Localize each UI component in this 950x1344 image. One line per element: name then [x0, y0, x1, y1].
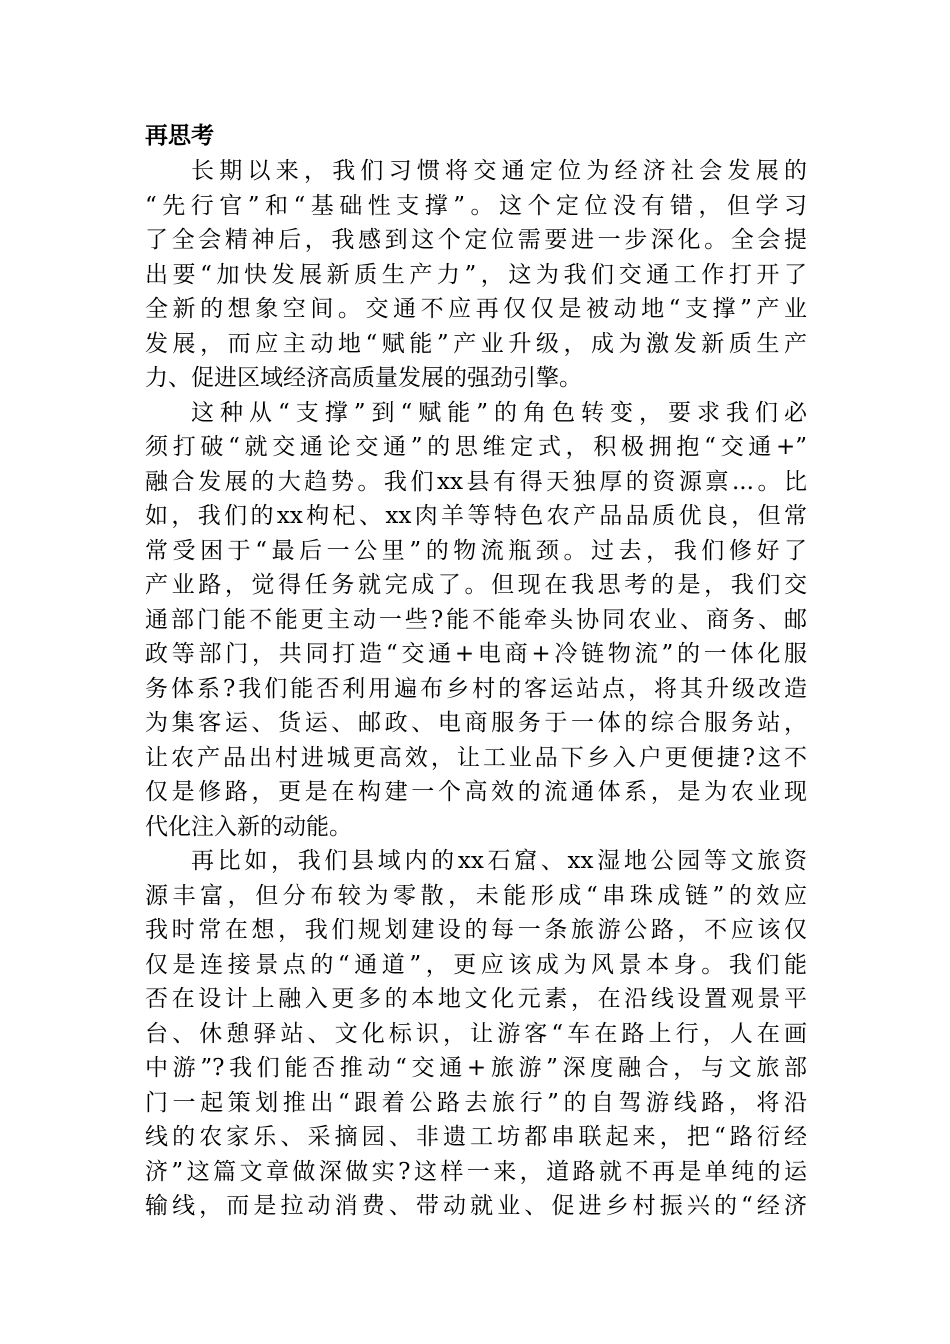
paragraph-line: 政等部门，共同打造“交通+电商+冷链物流”的一体化服: [145, 641, 807, 667]
paragraph-line: 仅是连接景点的“通道”，更应该成为风景本身。我们能: [145, 951, 807, 978]
paragraph-line: 再比如，我们县域内的xx石窟、xx湿地公园等文旅资: [191, 848, 807, 874]
paragraph-line: 让农产品出村进城更高效，让工业品下乡入户更便捷?这不: [145, 744, 807, 771]
paragraph-line: 为集客运、货运、邮政、电商服务于一体的综合服务站，: [145, 710, 807, 736]
paragraph-line: 中游”?我们能否推动“交通+旅游”深度融合，与文旅部: [145, 1055, 807, 1081]
paragraph-line: 济”这篇文章做深做实?这样一来，道路就不再是单纯的运: [145, 1158, 807, 1185]
paragraph-line: 长期以来，我们习惯将交通定位为经济社会发展的: [191, 158, 807, 184]
paragraph-line: 如，我们的xx枸杞、xx肉羊等特色农产品品质优良，但常: [145, 503, 807, 529]
paragraph-line: 须打破“就交通论交通”的思维定式，积极拥抱“交通+”: [145, 434, 807, 460]
document-body: [145, 118, 807, 1224]
paragraph-line: 全新的想象空间。交通不应再仅仅是被动地“支撑”产业: [145, 296, 807, 322]
paragraph-line: 我时常在想，我们规划建设的每一条旅游公路，不应该仅: [145, 917, 807, 943]
paragraph-line: 力、促进区域经济高质量发展的强劲引擎。: [145, 365, 582, 391]
paragraph-line: 这种从“支撑”到“赋能”的角色转变，要求我们必: [191, 399, 807, 426]
paragraph-3: [145, 844, 807, 1224]
paragraph-1: [145, 154, 807, 396]
paragraph-line: 发展，而应主动地“赋能”产业升级，成为激发新质生产: [145, 330, 807, 357]
paragraph-line: 通部门能不能更主动一些?能不能牵头协同农业、商务、邮: [145, 606, 807, 633]
paragraph-line: 线的农家乐、采摘园、非遗工坊都串联起来，把“路衍经: [145, 1124, 807, 1150]
paragraph-line: 了全会精神后，我感到这个定位需要进一步深化。全会提: [145, 227, 807, 253]
paragraph-line: 产业路，觉得任务就完成了。但现在我思考的是，我们交: [145, 572, 807, 598]
section-heading: 再思考: [145, 122, 214, 149]
paragraph-line: 出要“加快发展新质生产力”，这为我们交通工作打开了: [145, 261, 807, 288]
paragraph-line: 门一起策划推出“跟着公路去旅行”的自驾游线路，将沿: [145, 1089, 807, 1116]
paragraph-line: 输线，而是拉动消费、带动就业、促进乡村振兴的“经济: [145, 1193, 807, 1219]
paragraph-line: 融合发展的大趋势。我们xx县有得天独厚的资源禀...。比: [145, 468, 807, 495]
paragraph-line: 代化注入新的动能。: [145, 813, 352, 840]
paragraph-line: 否在设计上融入更多的本地文化元素，在沿线设置观景平: [145, 986, 807, 1012]
paragraph-line: 台、休憩驿站、文化标识，让游客“车在路上行，人在画: [145, 1020, 807, 1047]
paragraph-line: 务体系?我们能否利用遍布乡村的客运站点，将其升级改造: [145, 675, 807, 702]
paragraph-line: 常受困于“最后一公里”的物流瓶颈。过去，我们修好了: [145, 537, 807, 564]
paragraph-2: [145, 396, 807, 845]
paragraph-line: 仅是修路，更是在构建一个高效的流通体系，是为农业现: [145, 779, 807, 805]
paragraph-line: “先行官”和“基础性支撑”。这个定位没有错，但学习: [145, 192, 807, 219]
paragraph-line: 源丰富，但分布较为零散，未能形成“串珠成链”的效应: [145, 882, 807, 909]
